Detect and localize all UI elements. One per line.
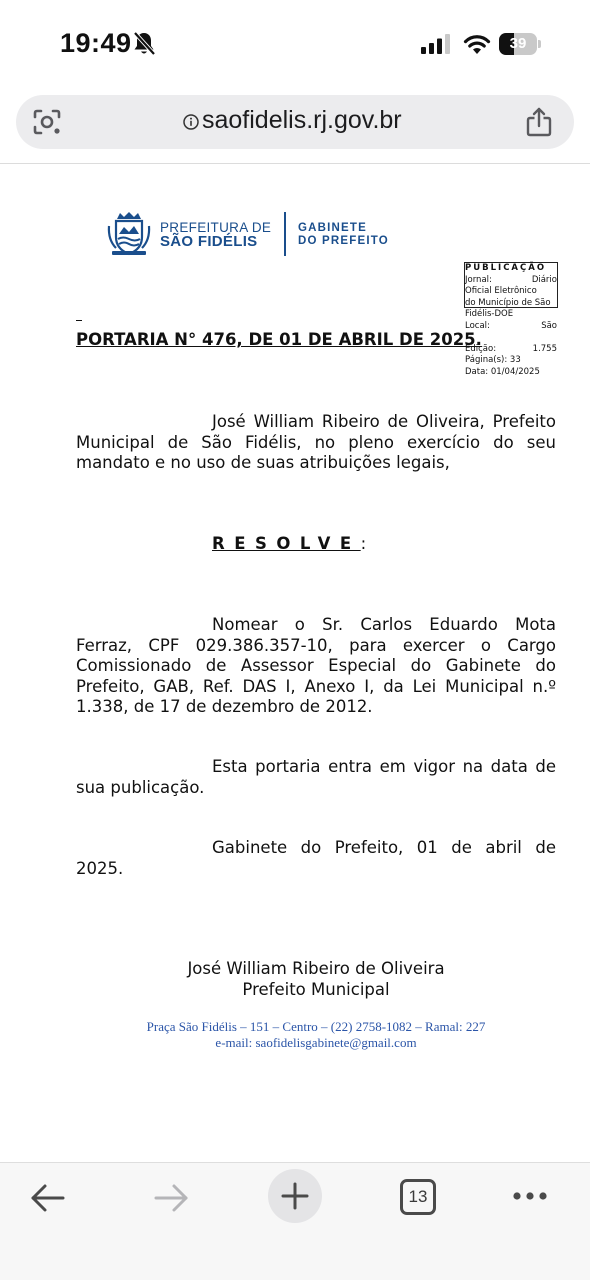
place-date-paragraph: [76, 838, 556, 879]
footer-email[interactable]: e-mail: saofidelisgabinete@gmail.com: [215, 1035, 417, 1050]
battery-body: [499, 33, 537, 55]
title-mark: [76, 320, 82, 321]
pub-line: do Município de São: [465, 297, 551, 308]
bell-slash-icon: [132, 31, 156, 57]
forward-arrow-icon[interactable]: [153, 1183, 189, 1213]
tabs-icon[interactable]: 13: [400, 1179, 436, 1215]
battery-icon: [499, 33, 541, 55]
publication-row: [465, 275, 557, 287]
vigor-paragraph: [76, 757, 556, 798]
logo-dept1: GABINETE: [298, 222, 368, 234]
new-tab-button[interactable]: [268, 1169, 322, 1223]
plus-icon: [281, 1182, 309, 1210]
battery-level: 39: [509, 35, 527, 52]
address-bar[interactable]: [16, 95, 574, 149]
status-bar: [0, 0, 590, 88]
status-time: 19:49: [60, 28, 132, 58]
info-icon[interactable]: [183, 114, 199, 130]
publication-title: PUBLICAÇÃO: [465, 263, 547, 273]
pub-label: Jornal:: [465, 274, 492, 285]
pub-line: Data: 01/04/2025: [465, 366, 540, 377]
pub-line: Página(s): 33: [465, 355, 521, 365]
lens-icon[interactable]: [32, 108, 62, 136]
resolve-word: RESOLVE: [212, 534, 361, 553]
pub-value: São: [541, 320, 557, 331]
logo-separator: [284, 212, 286, 256]
resolve-heading: [212, 534, 366, 553]
footer-address: Praça São Fidélis – 151 – Centro – (22) 2758-1082 – Ramal: 227: [146, 1019, 486, 1034]
wifi-icon: [463, 33, 491, 55]
coat-of-arms-icon: [106, 210, 152, 256]
signer-role: Prefeito Municipal: [242, 980, 390, 999]
share-icon[interactable]: [526, 107, 552, 137]
pub-value: 1.755: [532, 343, 557, 354]
place-date-text: Gabinete do Prefeito, 01 de abril de 2025.: [76, 838, 556, 878]
pub-label: Local:: [465, 320, 490, 331]
more-icon[interactable]: [512, 1191, 548, 1201]
article-paragraph: [76, 615, 556, 718]
pub-value: Diário: [531, 274, 557, 285]
logo-line1: PREFEITURA DE: [160, 220, 272, 235]
portaria-title: PORTARIA N° 476, DE 01 DE ABRIL DE 2025.: [76, 330, 482, 349]
battery-cap: [538, 40, 541, 48]
article-text: Nomear o Sr. Carlos Eduardo Mota Ferraz, CPF 029.386.357-10, para exercer o Cargo Comissionado de Assessor Especial do Gabinete do Prefeito, GAB, Ref. DAS I, Anexo I, da Lei Municipal n.º 1.338, de 17 de dezembro de 2012.: [76, 615, 556, 716]
resolve-colon: :: [360, 534, 367, 553]
document-page: [0, 164, 590, 1162]
intro-paragraph: [76, 412, 556, 474]
logo-dept2: DO PREFEITO: [298, 235, 389, 247]
signer-name: José William Ribeiro de Oliveira: [187, 959, 445, 978]
signal-icon: [421, 34, 453, 54]
publication-info: [465, 263, 557, 378]
pub-label: Edição:: [465, 343, 497, 354]
pub-line: Fidélis-DOE: [465, 309, 514, 319]
back-arrow-icon[interactable]: [30, 1183, 66, 1213]
url-text[interactable]: saofidelis.rj.gov.br: [202, 106, 402, 134]
bottom-toolbar: [0, 1162, 590, 1280]
pub-line: Oficial Eletrônico: [465, 286, 537, 296]
logo-line2: SÃO FIDÉLIS: [160, 233, 258, 250]
intro-text: José William Ribeiro de Oliveira, Prefeito Municipal de São Fidélis, no pleno exercício do seu mandato e no uso de suas atribuições legais,: [76, 412, 556, 472]
vigor-text: Esta portaria entra em vigor na data de sua publicação.: [76, 757, 556, 797]
